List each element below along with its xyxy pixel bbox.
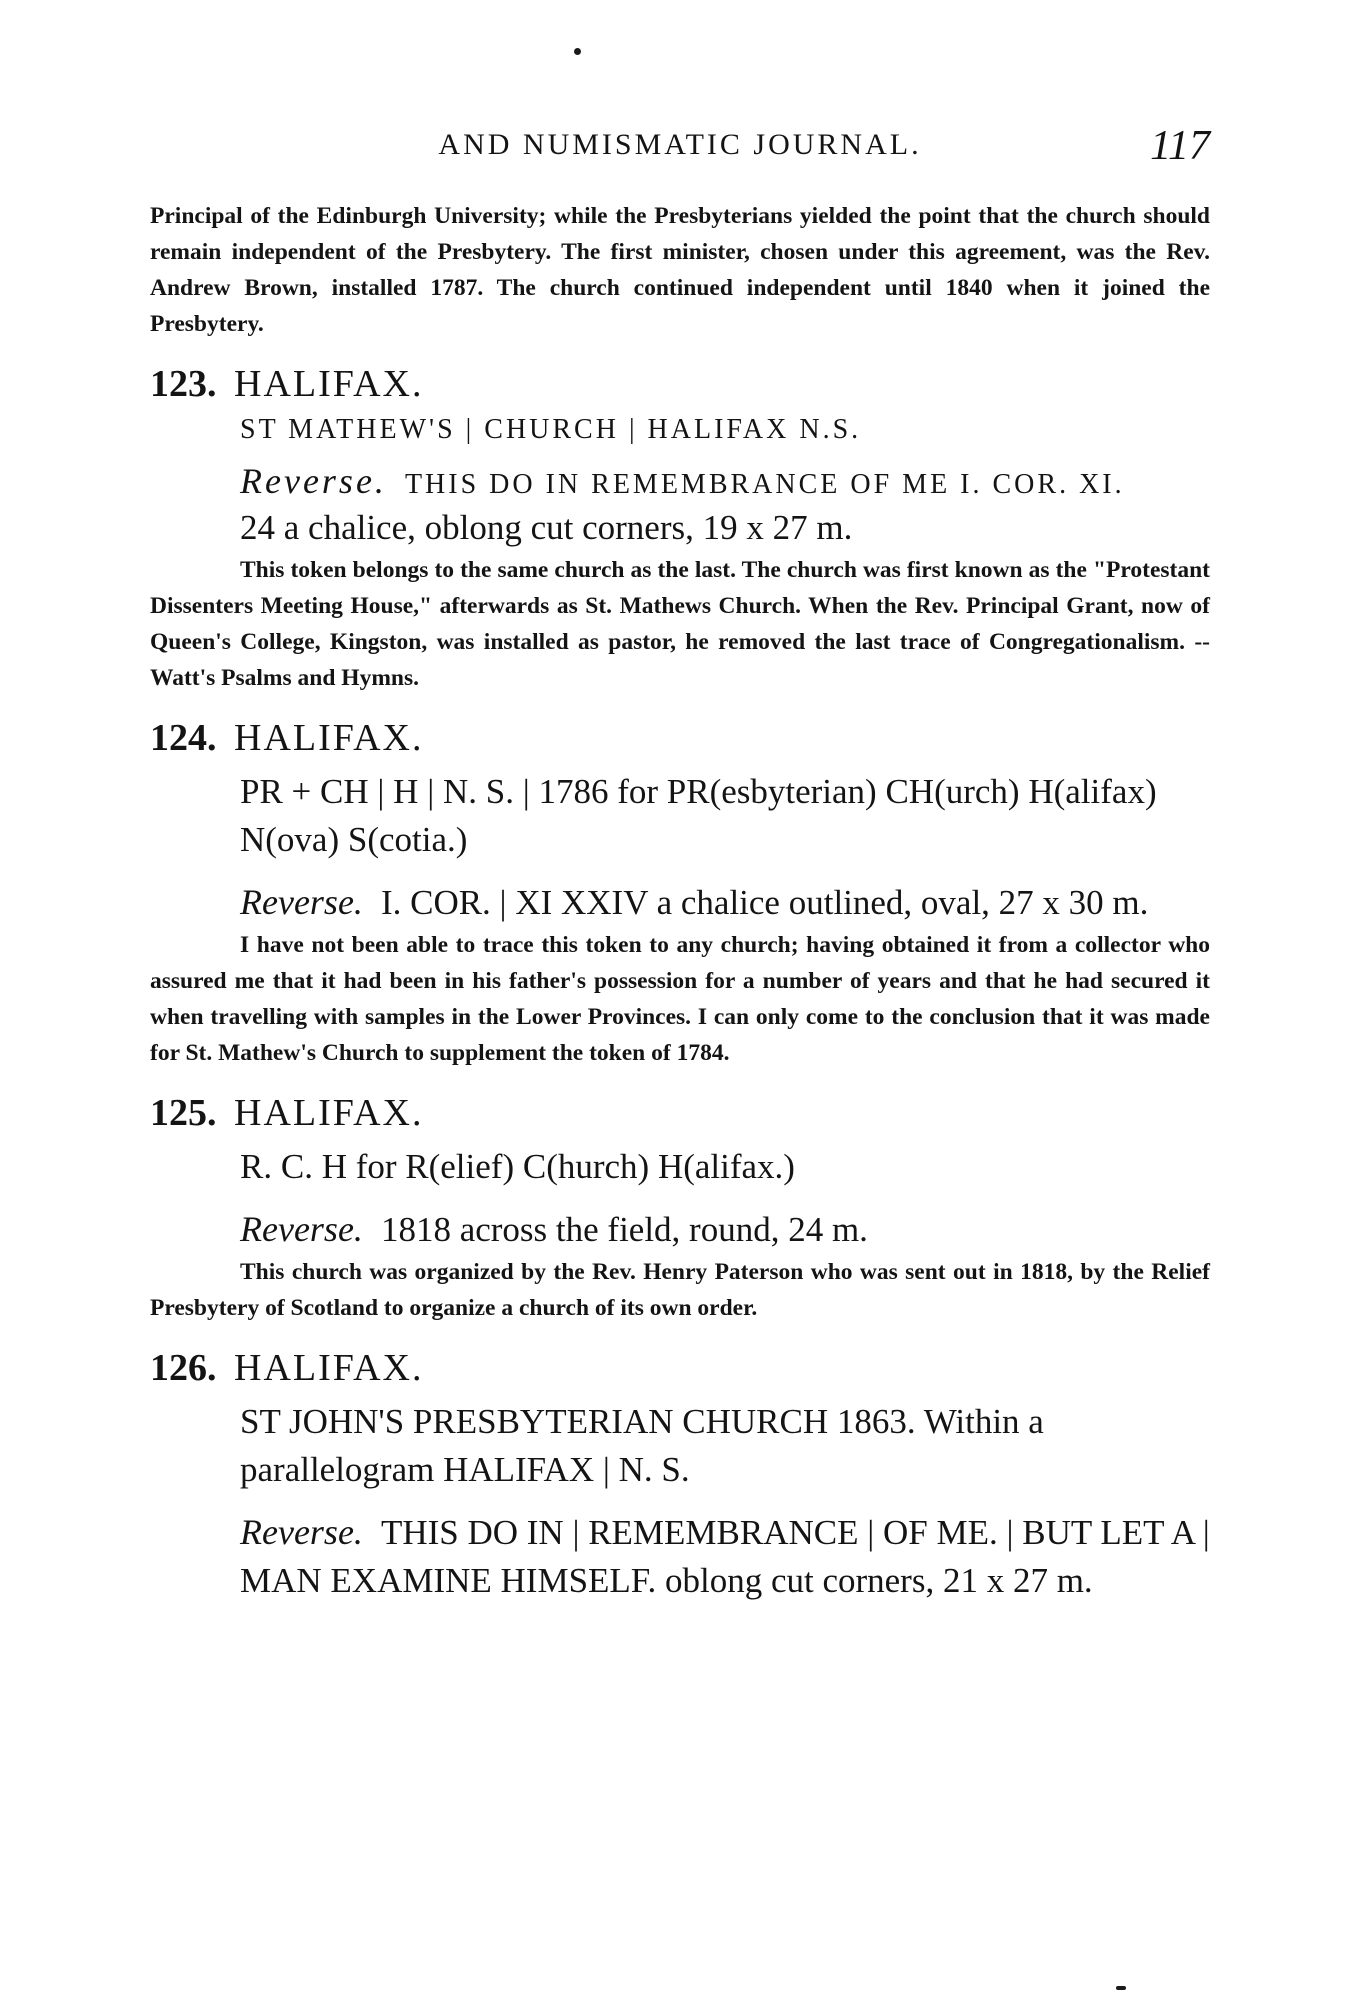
entry-number: 126. bbox=[150, 1347, 217, 1389]
entry-123 bbox=[150, 362, 1210, 696]
reverse-legend bbox=[240, 460, 1210, 502]
reverse-label: Reverse. bbox=[240, 882, 363, 922]
entry-heading bbox=[150, 1346, 1210, 1390]
entry-title: HALIFAX. bbox=[234, 363, 424, 405]
entry-125 bbox=[150, 1091, 1210, 1326]
entry-note: This token belongs to the same church as the last. The church was first known as the "Protestant Dissenters Meeting House," afterwards as St. Mathews Church. When the Rev. Principal Grant, now of Queen's College, Kingston, was installed as pastor, he removed the last trace of Congregationalism. --Watt's Psalms and Hymns. bbox=[150, 557, 1210, 691]
page-header bbox=[150, 123, 1210, 172]
entry-number: 124. bbox=[150, 717, 217, 759]
obverse-legend: ST MATHEW'S | CHURCH | HALIFAX N.S. bbox=[240, 414, 862, 445]
entry-title: HALIFAX. bbox=[234, 1092, 424, 1134]
entry-124 bbox=[150, 716, 1210, 1071]
obverse-legend: PR + CH | H | N. S. | 1786 for PR(esbyterian) CH(urch) H(alifax) N(ova) S(cotia.) bbox=[240, 772, 1157, 859]
entry-title: HALIFAX. bbox=[234, 1347, 424, 1389]
ink-speck bbox=[1116, 1986, 1126, 1990]
page-number: 117 bbox=[1150, 123, 1210, 169]
reverse-text: THIS DO IN | REMEMBRANCE | OF ME. | BUT LET A | MAN EXAMINE HIMSELF. oblong cut corners, 21 x 27 m. bbox=[240, 1513, 1210, 1600]
page-body bbox=[150, 198, 1210, 1605]
entry-heading bbox=[150, 1091, 1210, 1135]
entry-number: 123. bbox=[150, 363, 217, 405]
reverse-text: 1818 across the field, round, 24 m. bbox=[380, 1210, 868, 1249]
reverse-legend bbox=[240, 1205, 1210, 1254]
reverse-text: THIS DO IN REMEMBRANCE OF ME I. COR. XI. bbox=[404, 469, 1125, 500]
obverse-legend: ST JOHN'S PRESBYTERIAN CHURCH 1863. Within a parallelogram HALIFAX | N. S. bbox=[240, 1402, 1044, 1489]
reverse-legend bbox=[240, 1508, 1210, 1605]
obverse-legend: R. C. H for R(elief) C(hurch) H(alifax.) bbox=[240, 1147, 795, 1186]
entry-note: I have not been able to trace this token to any church; having obtained it from a collector who assured me that it had been in his father's possession for a number of years and that he had secured it when travelling with samples in the Lower Provinces. I can only come to the conclusion that it was made for St. Mathew's Church to supplement the token of 1784. bbox=[150, 932, 1210, 1066]
entry-heading bbox=[150, 362, 1210, 406]
entry-heading bbox=[150, 716, 1210, 760]
entry-title: HALIFAX. bbox=[234, 717, 424, 759]
entry-note: This church was organized by the Rev. Henry Paterson who was sent out in 1818, by the Relief Presbytery of Scotland to organize a church of its own order. bbox=[150, 1259, 1210, 1321]
reverse-label: Reverse. bbox=[240, 1512, 363, 1552]
token-description: 24 a chalice, oblong cut corners, 19 x 27 m. bbox=[240, 508, 853, 547]
entry-126 bbox=[150, 1346, 1210, 1605]
reverse-label: Reverse. bbox=[240, 1209, 363, 1249]
reverse-legend bbox=[240, 878, 1210, 927]
ink-speck bbox=[574, 48, 581, 55]
running-head: AND NUMISMATIC JOURNAL. bbox=[438, 128, 922, 161]
intro-paragraph: Principal of the Edinburgh University; while the Presbyterians yielded the point that the church should remain independent of the Presbytery. The first minister, chosen under this agreement, was the Rev. Andrew Brown, installed 1787. The church continued independent until 1840 when it joined the Presbytery. bbox=[150, 203, 1210, 337]
entry-number: 125. bbox=[150, 1092, 217, 1134]
reverse-text: I. COR. | XI XXIV a chalice outlined, oval, 27 x 30 m. bbox=[380, 883, 1149, 922]
reverse-label: Reverse. bbox=[240, 461, 387, 501]
